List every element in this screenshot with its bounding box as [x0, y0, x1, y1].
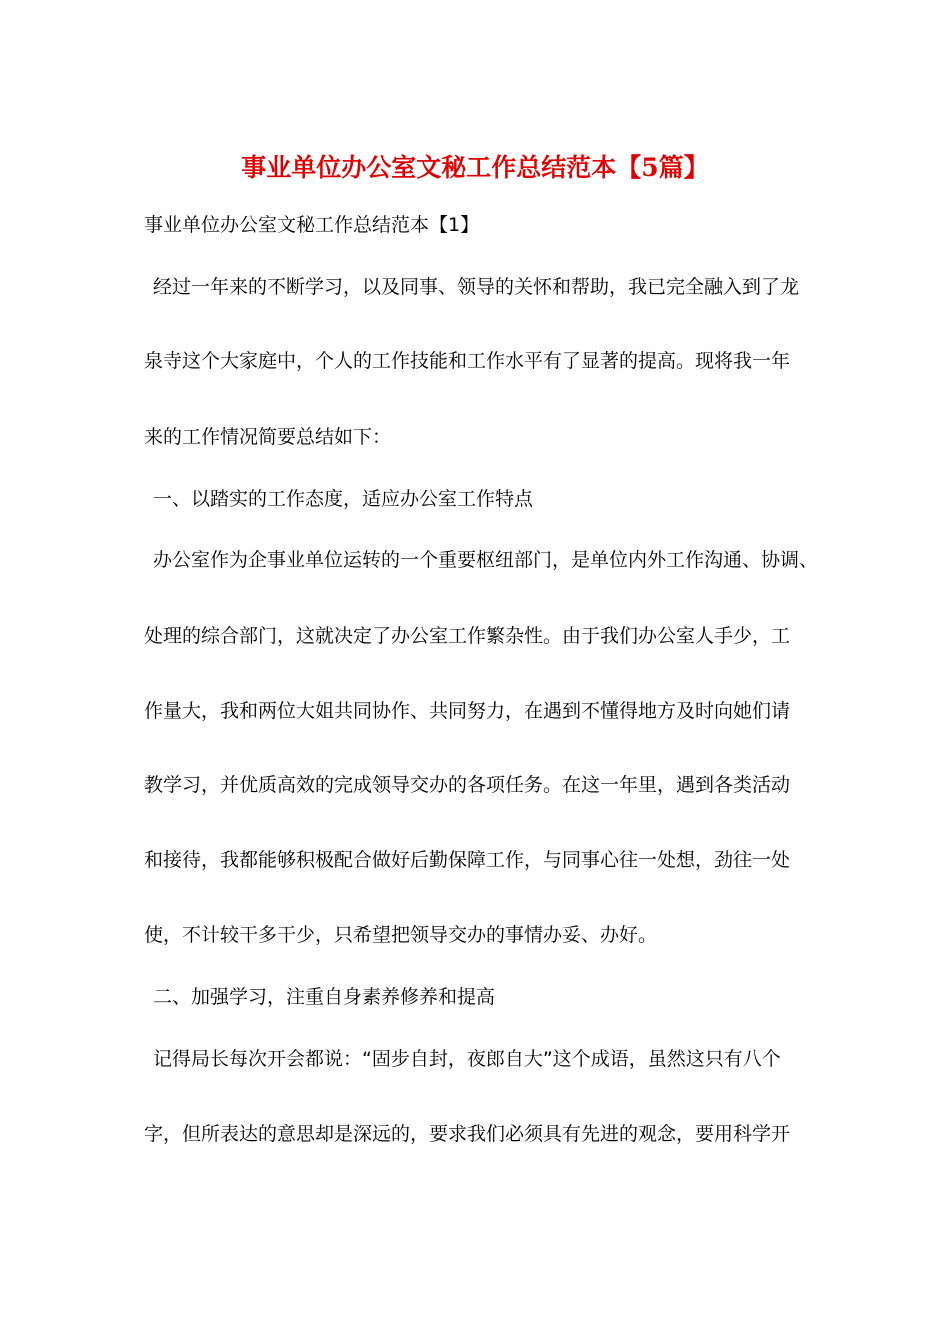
section-heading: 二、加强学习，注重自身素养修养和提高 [153, 986, 496, 1008]
paragraph-line: 办公室作为企事业单位运转的一个重要枢纽部门，是单位内外工作沟通、协调、 [153, 549, 819, 571]
paragraph-line: 和接待，我都能够积极配合做好后勤保障工作，与同事心往一处想，劲往一处 [144, 849, 791, 871]
section-heading: 事业单位办公室文秘工作总结范本【1】 [144, 214, 480, 236]
paragraph-line: 经过一年来的不断学习，以及同事、领导的关怀和帮助，我已完全融入到了龙 [153, 276, 800, 298]
paragraph-line: 记得局长每次开会都说：“固步自封，夜郎自大”这个成语，虽然这只有八个 [153, 1048, 781, 1070]
paragraph-line: 使，不计较干多干少，只希望把领导交办的事情办妥、办好。 [144, 924, 658, 946]
document-title: 事业单位办公室文秘工作总结范本【5篇】 [241, 153, 709, 182]
paragraph-line: 教学习，并优质高效的完成领导交办的各项任务。在这一年里，遇到各类活动 [144, 774, 791, 796]
paragraph-line: 泉寺这个大家庭中，个人的工作技能和工作水平有了显著的提高。现将我一年 [144, 350, 791, 372]
paragraph-line: 来的工作情况简要总结如下： [144, 426, 392, 448]
paragraph-line: 字，但所表达的意思却是深远的，要求我们必须具有先进的观念，要用科学开 [144, 1123, 791, 1145]
paragraph-line: 作量大，我和两位大姐共同协作、共同努力，在遇到不懂得地方及时向她们请 [144, 700, 791, 722]
paragraph-line: 处理的综合部门，这就决定了办公室工作繁杂性。由于我们办公室人手少，工 [144, 625, 791, 647]
section-heading: 一、以踏实的工作态度，适应办公室工作特点 [153, 488, 534, 510]
